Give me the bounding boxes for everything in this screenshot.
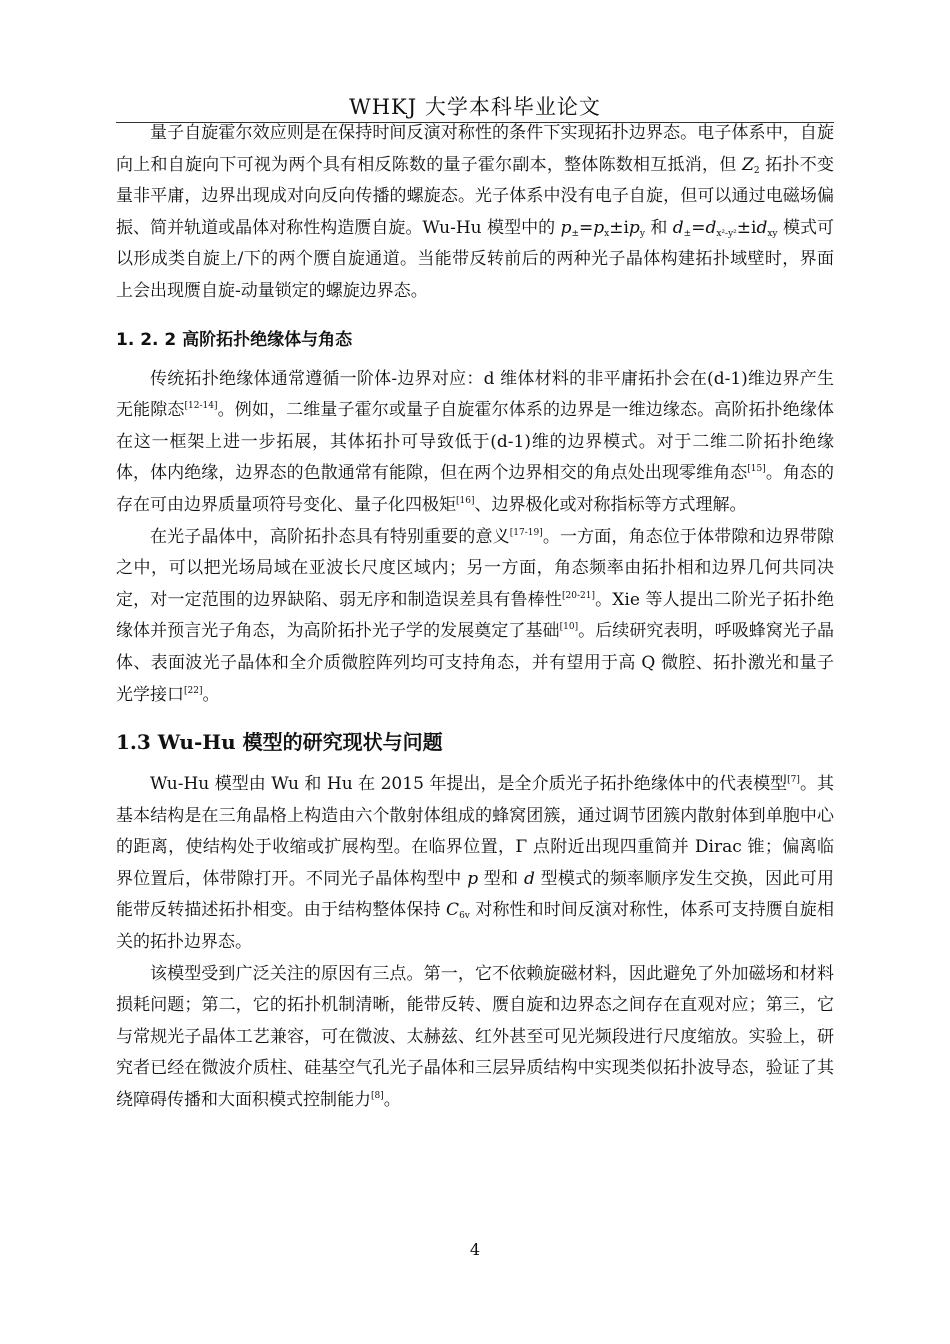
citation: [20-21] xyxy=(562,590,595,601)
citation: [22] xyxy=(184,685,203,696)
paragraph-wu-hu-model: Wu-Hu 模型由 Wu 和 Hu 在 2015 年提出，是全介质光子拓扑绝缘体中的代表模型[7]。其基本结构是在三角晶格上构造由六个散射体组成的蜂窝团簇，通过调节团簇内散射体到单胞中心的距离，使结构处于收缩或扩展构型。在临界位置，Γ 点附近出现四重简并 Dirac 锥；偏离临界位置后，体带隙打开。不同光子晶体构型中 p 型和 d 型模式的频率顺序发生交换，因此可用能带反转描述拓扑相变。由于结构整体保持 $C_{6v}$ 对称性和时间反演对称性，体系可支持赝自旋相关的拓扑边界态。 xyxy=(116,774,835,953)
section-heading-1-3: 1.3 Wu-Hu 模型的研究现状与问题 xyxy=(116,730,443,755)
section-heading-1-2-2: 1. 2. 2 高阶拓扑绝缘体与角态 xyxy=(116,329,353,350)
paragraph-corner-states: 在光子晶体中，高阶拓扑态具有特别重要的意义[17-19]。一方面，角态位于体带隙和边界带隙之中，可以把光场局域在亚波长尺度区域内；另一方面，角态频率由拓扑相和边界几何共同决定，对一定范围的边界缺陷、弱无序和制造误差具有鲁棒性[20-21]。Xie 等人提出二阶光子拓扑绝缘体并预言光子角态，为高阶拓扑光子学的发展奠定了基础[10]。后续研究表明，呼吸蜂窝光子晶体、表面波光子晶体和全介质微腔阵列均可支持角态，并有望用于高 Q 微腔、拓扑激光和量子光学接口[22]。 xyxy=(116,526,835,705)
paragraph-higher-order-intro: 传统拓扑绝缘体通常遵循一阶体-边界对应：d 维体材料的非平庸拓扑会在(d-1)维边界产生无能隙态[12-14]。例如，二维量子霍尔或量子自旋霍尔体系的边界是一维边缘态。高阶拓扑绝缘体在这一框架上进一步拓展，其体拓扑可导致低于(d-1)维的边界模式。对于二维二阶拓扑绝缘体，体内绝缘，边界态的色散通常有能隙，但在两个边界相交的角点处出现零维角态[15]。角态的存在可由边界质量项符号变化、量子化四极矩[16]、边界极化或对称指标等方式理解。 xyxy=(116,368,835,515)
citation: [7] xyxy=(787,775,800,786)
page-number: 4 xyxy=(469,1240,481,1259)
citation: [17-19] xyxy=(509,527,543,538)
page-footer xyxy=(0,1240,950,1259)
paragraph-wu-hu-attention: 该模型受到广泛关注的原因有三点。第一，它不依赖旋磁材料，因此避免了外加磁场和材料损耗问题；第二，它的拓扑机制清晰，能带反转、赝自旋和边界态之间存在直观对应；第三，它与常规光子晶体工艺兼容，可在微波、太赫兹、红外甚至可见光频段进行尺度缩放。实验上，研究者已经在微波介质柱、硅基空气孔光子晶体和三层异质结构中实现类似拓扑波导态，验证了其绕障碍传播和大面积模式控制能力[8]。 xyxy=(116,963,834,1111)
citation: [8] xyxy=(371,1091,384,1102)
page-body xyxy=(116,118,834,1117)
header-title: WHKJ 大学本科毕业论文 xyxy=(349,95,601,119)
citation: [16] xyxy=(456,495,475,506)
citation: [12-14] xyxy=(184,401,218,412)
paragraph-quantum-spin-hall: 量子自旋霍尔效应则是在保持时间反演对称性的条件下实现拓扑边界态。电子体系中，自旋向上和自旋向下可视为两个具有相反陈数的量子霍尔副本，整体陈数相互抵消，但 $Z_2$ 拓扑不变量非平庸，边界出现成对向反向传播的螺旋态。光子体系中没有电子自旋，但可以通过电磁场偏振、简并轨道或晶体对称性构造赝自旋。Wu-Hu 模型中的 $p_\pm=p_x\pm ip_y$ 和 $d_\pm=d_{x^2-y^2}\pm id_{xy}$ 模式可以形成类自旋上/下的两个赝自旋通道。当能带反转前后的两种光子晶体构建拓扑域壁时，界面上会出现赝自旋-动量锁定的螺旋边界态。 xyxy=(116,123,835,301)
citation: [10] xyxy=(559,622,579,633)
citation: [15] xyxy=(747,464,766,475)
